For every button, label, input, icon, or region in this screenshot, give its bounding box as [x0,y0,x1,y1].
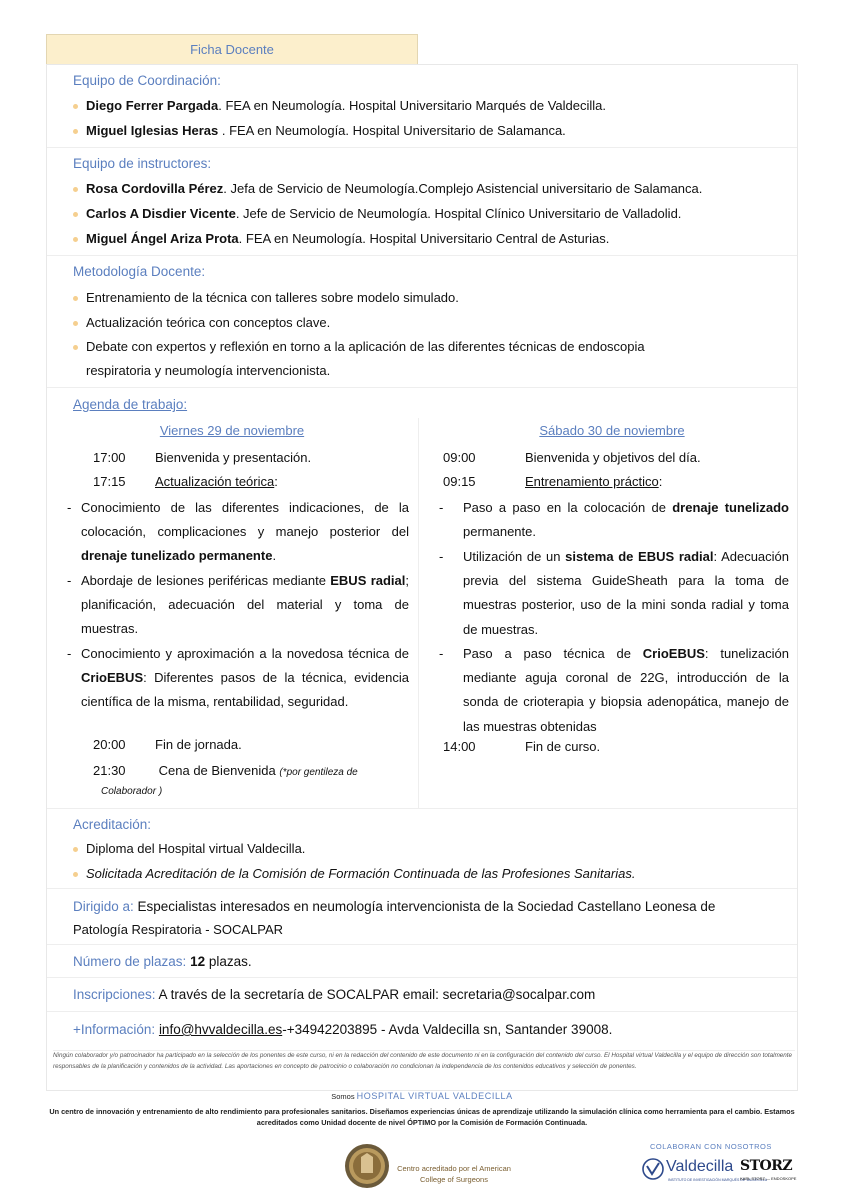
coordinacion-title: Equipo de Coordinación: [73,73,221,88]
agenda-row [443,736,600,758]
ficha-card [46,64,798,1091]
brand-name: HOSPITAL VIRTUAL VALDECILLA [356,1091,513,1101]
inscripciones-label: Inscripciones: [73,987,156,1002]
acreditacion-title: Acreditación: [73,817,152,832]
agenda-bullet: - Conocimiento y aproximación a la novedosa técnica de CrioEBUS: Diferentes pasos de la técnica, evidencia científica de la misma, rentabilidad, seguridad. [67,646,409,710]
person-role: . FEA en Neumología. Hospital Universitario Marqués de Valdecilla. [218,98,606,113]
bullet-icon [73,847,78,852]
dirigido-label: Dirigido a: [73,899,134,914]
bullet-text: ; planificación, adecuación del material y toma de muestras. [81,573,409,637]
list-item [73,837,779,861]
bullet-bold: CrioEBUS [81,670,144,686]
footer-somos [0,1091,844,1101]
list-item [73,335,779,359]
instructores-title: Equipo de instructores: [73,156,212,171]
bullet-bold: drenaje tunelizado permanente [81,548,273,564]
informacion-label: +Información: [73,1022,156,1037]
section-coordinacion [47,65,797,147]
acs-text [394,1163,514,1185]
agenda-row [93,447,311,469]
bullet-icon [73,872,78,877]
acs-seal-icon [344,1143,390,1189]
bullet-text: : Adecuación previa del sistema GuideSheath para la toma de muestras posterior, uso de la mini sonda radial y toma de muestras. [463,549,790,637]
list-item [73,286,779,310]
bullet-text: : Diferentes pasos de la técnica, evidencia científica de la misma, rentabilidad, seguridad. [81,670,409,710]
bullet-text: Paso a paso técnica de [463,646,643,661]
list-item [73,311,779,335]
bullet-text: : tunelización mediante aguja coronal de 22G, introducción de la sonda de crioterapia y biopsia adenopática, manejo de las muestras obtenidas [463,646,789,734]
agenda-row: 17:15 Actualización teórica: [93,471,278,493]
activity-note: (*por gentileza de [279,767,358,778]
list-item-continuation [73,359,779,383]
section-instructores [47,147,797,255]
section-inscripciones [47,977,797,1011]
plazas-line [73,951,252,973]
bullet-text: Utilización de un [463,549,566,564]
informacion-line [73,1019,612,1041]
agenda-bullet: - Conocimiento de las diferentes indicaciones, de la colocación, complicaciones y manejo posterior del drenaje tunelizado permanente. [67,500,409,564]
person-name: Rosa Cordovilla Pérez [86,181,224,196]
list-item-text: Solicitada Acreditación de la Comisión de Formación Continuada de las Profesiones Sanitarias. [86,866,636,881]
plazas-number: 12 [190,954,206,969]
bullet-icon [73,345,78,350]
dirigido-line [73,896,715,918]
section-metodologia [47,255,797,387]
day-title[interactable]: Viernes 29 de noviembre [159,423,305,438]
bullet-icon [73,237,78,242]
somos-text: Somos [331,1092,355,1101]
list-item [73,202,779,226]
dirigido-text: Especialistas interesados en neumología intervencionista de la Sociedad Castellano Leonesa de [133,899,716,914]
bullet-icon [73,104,78,109]
agenda-row [93,734,242,756]
inscripciones-line [73,984,595,1006]
bullet-text: . [272,548,277,564]
agenda-bullet: - Paso a paso técnica de CrioEBUS: tunelización mediante aguja coronal de 22G, introducción de la sonda de crioterapia y biopsia adenopática, manejo de las muestras obtenidas [439,646,789,734]
storz-sub: KARL STORZ — ENDOSKOPE [740,1176,797,1181]
storz-logo: STORZ [740,1158,793,1174]
colaboran-heading: COLABORAN CON NOSOTROS [650,1142,772,1151]
person-name: Miguel Iglesias Heras [86,123,219,138]
list-item [73,177,779,201]
list-item-text: Entrenamiento de la técnica con talleres sobre modelo simulado. [86,290,459,305]
dirigido-line: Patología Respiratoria - SOCALPAR [73,922,284,937]
bullet-text: Paso a paso en la colocación de [463,500,673,515]
list-item [73,94,779,118]
time: 20:00 [93,737,126,752]
activity: Bienvenida y objetivos del día. [525,450,701,465]
bullet-text: Conocimiento y aproximación a la novedosa técnica de [81,646,409,661]
agenda-bullet: - Utilización de un sistema de EBUS radial: Adecuación previa del sistema GuideSheath para la toma de muestras posterior, uso de la mini sonda radial y toma de muestras. [439,549,790,637]
disclaimer: Ningún colaborador y/o patrocinador ha participado en la selección de los ponentes de este curso, ni en la redacción del contenido de este documento ni en la configuración del contenido del curso. El Hospital virtual Valdecilla y el equipo de dirección son totalmente responsables de la planificación y contenidos de la actividad. Las aportaciones en concepto de patrocinio o colaboración no condicionan la independencia de los contenidos educativos y selección de ponentes. [53,1050,795,1072]
activity-note-continuation: Colaborador ) [101,786,163,797]
list-item-text: Debate con expertos y reflexión en torno a la aplicación de las diferentes técnicas de endoscopia [86,339,645,354]
bullet-icon [73,187,78,192]
valdecilla-logo: Valdecilla [666,1158,734,1175]
activity: Entrenamiento práctico [525,474,659,489]
person-role: . FEA en Neumología. Hospital Universitario Central de Asturias. [238,231,610,246]
activity: Actualización teórica [155,474,275,489]
list-item-text: Actualización teórica con conceptos clave. [86,315,331,330]
bullet-bold: sistema de EBUS radial [565,549,714,564]
section-informacion [47,1011,797,1047]
activity: Fin de jornada. [155,737,242,752]
acs-line: Centro acreditado por el American [397,1164,511,1173]
tab-ficha-docente[interactable]: Ficha Docente [46,34,418,64]
informacion-text: -+34942203895 - Avda Valdecilla sn, Santander 39008. [282,1022,613,1037]
section-agenda [47,387,797,418]
time: 09:00 [443,450,476,465]
bullet-icon [73,212,78,217]
bullet-bold: CrioEBUS [642,646,705,661]
bullet-icon [73,296,78,301]
activity: Bienvenida y presentación. [155,450,312,465]
column-divider [418,418,419,808]
person-role: . Jefe de Servicio de Neumología. Hospital Clínico Universitario de Valladolid. [235,206,682,221]
bullet-bold: drenaje tunelizado [672,500,789,515]
person-name: Diego Ferrer Pargada [86,98,219,113]
list-item [73,227,779,251]
person-role: . Jefa de Servicio de Neumología.Complejo Asistencial universitario de Salamanca. [223,181,703,196]
section-acreditacion [47,808,797,888]
acs-line: College of Surgeons [420,1175,488,1184]
agenda-row [443,447,701,469]
valdecilla-sub: INSTITUTO DE INVESTIGACIÓN MARQUÉS DE VALDECILLA [668,1178,768,1182]
time: 17:00 [93,450,126,465]
bullet-bold: EBUS radial [330,573,406,588]
inscripciones-text: A través de la secretaría de SOCALPAR email: secretaria@socalpar.com [155,987,596,1002]
list-item [73,862,779,886]
agenda-row: 09:15 Entrenamiento práctico: [443,471,662,493]
agenda-columns [47,418,797,808]
person-role: . FEA en Neumología. Hospital Universitario de Salamanca. [218,123,566,138]
time: 21:30 [93,763,126,778]
agenda-bullet: - Abordaje de lesiones periféricas mediante EBUS radial; planificación, adecuación del material y toma de muestras. [67,573,409,637]
bullet-text: Conocimiento de las diferentes indicaciones, de la colocación, complicaciones y manejo posterior del [81,500,409,540]
person-name: Miguel Ángel Ariza Prota [86,231,239,246]
time: 14:00 [443,739,476,754]
activity: Fin de curso. [525,739,601,754]
list-item-text: Diploma del Hospital virtual Valdecilla. [86,841,306,856]
day-title[interactable]: Sábado 30 de noviembre [539,423,685,438]
list-item-text: respiratoria y neumología intervencionista. [86,363,331,378]
metodologia-title: Metodología Docente: [73,264,206,279]
bullet-text: Abordaje de lesiones periféricas mediante [81,573,331,588]
bullet-text: permanente. [463,524,536,540]
person-name: Carlos A Disdier Vicente [86,206,236,221]
bullet-icon [73,321,78,326]
plazas-suffix: plazas. [205,954,252,969]
time: 09:15 [443,474,476,489]
list-item [73,119,779,143]
section-plazas [47,944,797,977]
valdecilla-logo-icon [642,1158,664,1180]
footer-description: Un centro de innovación y entrenamiento de alto rendimiento para profesionales sanitarios. Diseñamos experiencias únicas de aprendizaje utilizando la simulación clínica como herramienta para el cambio. Estamos acreditados como Unidad docente de nivel ÓPTIMO por la Comisión de Formación Continuada. [49,1107,795,1127]
agenda-bullet: - Paso a paso en la colocación de drenaje tunelizado permanente. [439,500,789,540]
activity: Cena de Bienvenida [158,763,276,778]
agenda-title[interactable]: Agenda de trabajo: [73,397,188,412]
info-email-link[interactable]: info@hvvaldecilla.es [158,1022,283,1037]
bullet-icon [73,129,78,134]
time: 17:15 [93,474,126,489]
plazas-label: Número de plazas: [73,954,187,969]
section-dirigido [47,888,797,944]
